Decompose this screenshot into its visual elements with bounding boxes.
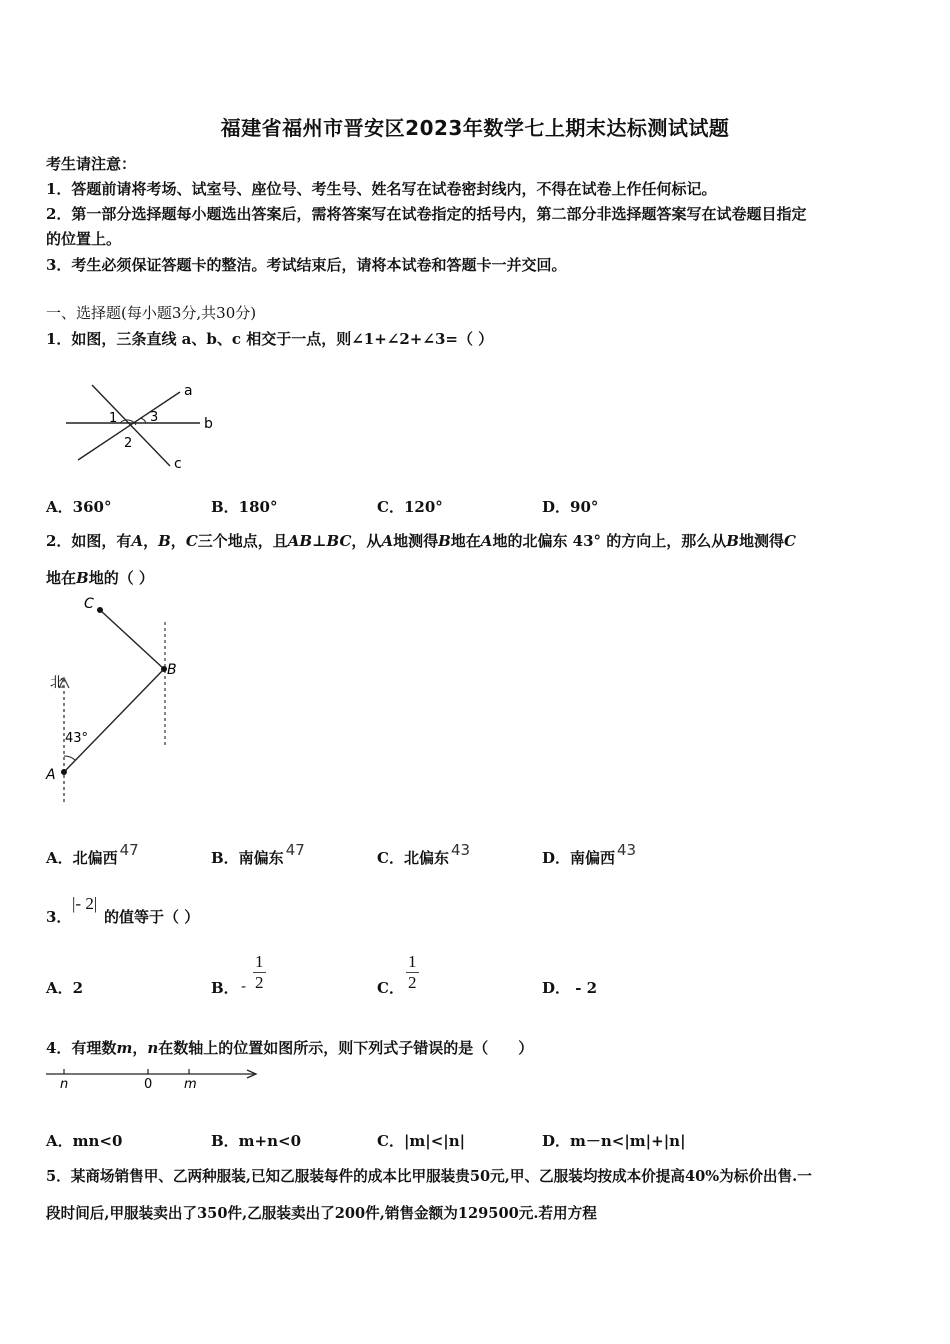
q5-stem-line1: 5．某商场销售甲、乙两种服装,已知乙服装每件的成本比甲服装贵50元,甲、乙服装均按成本价提高40%为标价出售.一	[46, 1168, 812, 1185]
q4-number-line	[44, 1064, 264, 1094]
q3-option-c-fraction: $\frac{1}{2}$	[408, 952, 417, 992]
q2-figure	[40, 592, 190, 812]
q3-stem-tail: 的值等于（ ）	[104, 908, 200, 926]
q3-option-b-sign: -	[241, 977, 247, 995]
q1-option-b: B．180°	[211, 498, 278, 516]
label-c: c	[174, 456, 182, 472]
label-angle-43: 43°	[65, 731, 89, 746]
q4-option-b: B．m+n<0	[211, 1132, 302, 1150]
label-point-b: B	[167, 662, 177, 678]
label-m: m	[184, 1077, 197, 1092]
point-c	[97, 607, 103, 613]
q2-option-b: B．南偏东 47	[211, 841, 305, 867]
q4-option-a: A．mn<0	[46, 1132, 123, 1150]
q2-stem-line2: 地在B地的（ ）	[46, 569, 154, 587]
q2-option-d: D．南偏西 43	[542, 841, 637, 867]
q3-option-b-label: B．	[211, 979, 239, 997]
label-angle-3: 3	[150, 410, 159, 425]
label-angle-2: 2	[124, 436, 133, 451]
q3-option-c-label: C．	[377, 979, 404, 997]
angle-43-arc	[64, 756, 75, 760]
label-point-a: A	[46, 767, 56, 783]
section-heading: 一、选择题(每小题3分,共30分)	[46, 304, 257, 322]
label-zero: 0	[144, 1077, 153, 1092]
q5-stem-line2: 段时间后,甲服装卖出了350件,乙服装卖出了200件,销售金额为129500元.若用方程	[46, 1205, 597, 1222]
notice-item-3: 3．考生必须保证答题卡的整洁。考试结束后，请将本试卷和答题卡一并交回。	[46, 256, 567, 274]
q1-stem: 1．如图，三条直线 a、b、c 相交于一点，则∠1+∠2+∠3=（ ）	[46, 330, 494, 348]
label-b: b	[204, 416, 213, 432]
q3-expression: |- 2|	[72, 894, 98, 913]
q4-option-d: D．m－n<|m|+|n|	[542, 1132, 686, 1150]
label-angle-1: 1	[109, 411, 118, 426]
segment-ab	[64, 669, 164, 772]
label-point-c: C	[84, 596, 94, 612]
q3-option-b-fraction: $\frac{1}{2}$	[255, 952, 264, 992]
notice-heading: 考生请注意：	[46, 155, 137, 173]
q1-option-a: A．360°	[46, 498, 112, 516]
label-n: n	[60, 1077, 69, 1092]
q3-number: 3．	[46, 908, 72, 926]
label-a: a	[184, 383, 193, 399]
notice-item-2-cont: 的位置上。	[46, 230, 122, 248]
q3-option-a: A．2	[46, 979, 84, 997]
q3-option-d: D． - 2	[542, 979, 598, 997]
label-north: 北	[50, 675, 64, 691]
page-title: 福建省福州市晋安区2023年数学七上期末达标测试试题	[220, 116, 730, 140]
notice-item-2: 2．第一部分选择题每小题选出答案后，需将答案写在试卷指定的括号内，第二部分非选择题答案写在试卷题目指定	[46, 205, 807, 223]
segment-bc	[100, 610, 164, 669]
q1-option-c: C．120°	[377, 498, 443, 516]
q4-stem: 4．有理数m，n在数轴上的位置如图所示，则下列式子错误的是（ ）	[46, 1039, 534, 1057]
q2-option-a: A．北偏西 47	[46, 841, 139, 867]
q2-stem-line1: 2．如图，有A，B，C三个地点，且AB⊥BC，从A地测得B地在A地的北偏东 43° 的方向上，那么从B地测得C	[46, 532, 796, 550]
q1-figure	[60, 378, 230, 473]
q2-option-c: C．北偏东 43	[377, 841, 471, 867]
q1-option-d: D．90°	[542, 498, 599, 516]
q4-option-c: C．|m|<|n|	[377, 1132, 466, 1150]
point-a	[61, 769, 67, 775]
notice-item-1: 1．答题前请将考场、试室号、座位号、考生号、姓名写在试卷密封线内，不得在试卷上作任何标记。	[46, 180, 717, 198]
